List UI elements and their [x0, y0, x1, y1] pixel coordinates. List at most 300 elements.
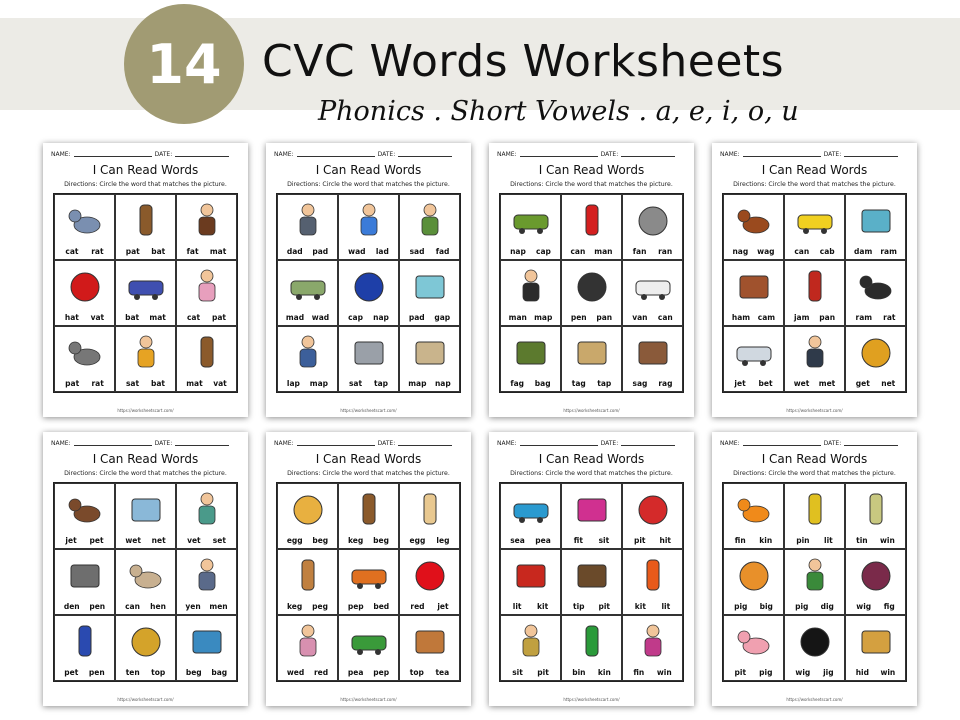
van-icon — [633, 267, 673, 305]
word-option[interactable]: den — [63, 602, 80, 611]
picture-cell — [622, 483, 683, 549]
bag-icon — [511, 333, 551, 371]
word-option[interactable]: tap — [374, 379, 389, 388]
name-label: NAME: — [51, 151, 71, 158]
picture-cell — [54, 615, 115, 681]
word-choices — [789, 536, 840, 545]
picture-word-grid — [276, 482, 461, 682]
word-option[interactable]: beg — [312, 536, 329, 545]
word-choices — [627, 247, 678, 256]
word-option[interactable]: dad — [286, 247, 303, 256]
name-label: NAME: — [274, 440, 294, 447]
word-option[interactable]: can — [794, 247, 810, 256]
word-option[interactable]: yen — [185, 602, 201, 611]
cat-icon — [65, 201, 105, 239]
picture-cell — [399, 260, 460, 326]
word-option[interactable]: cam — [757, 313, 776, 322]
word-option[interactable]: rat — [91, 247, 104, 256]
word-option[interactable]: cab — [819, 247, 835, 256]
word-option[interactable]: van — [632, 313, 648, 322]
word-option[interactable]: sit — [512, 668, 523, 677]
word-option[interactable]: ham — [731, 313, 751, 322]
word-option[interactable]: bag — [211, 668, 228, 677]
word-option[interactable]: wig — [795, 668, 811, 677]
worksheet-directions: Directions: Circle the word that matches the picture. — [733, 470, 896, 477]
fish-icon — [734, 490, 774, 528]
word-option[interactable]: keg — [347, 536, 364, 545]
kit-icon — [511, 556, 551, 594]
man-icon — [187, 201, 227, 239]
word-option[interactable]: fig — [883, 602, 895, 611]
word-option[interactable]: pin — [796, 536, 810, 545]
word-option[interactable]: fin — [633, 668, 645, 677]
word-option[interactable]: lit — [512, 602, 522, 611]
dad-icon — [288, 201, 328, 239]
word-option[interactable]: bag — [534, 379, 551, 388]
word-option[interactable]: net — [881, 379, 896, 388]
picture-word-grid — [722, 193, 907, 393]
word-option[interactable]: sat — [348, 379, 363, 388]
word-option[interactable]: win — [656, 668, 672, 677]
word-option[interactable]: wet — [793, 379, 810, 388]
word-choices — [120, 313, 171, 322]
word-option[interactable]: top — [151, 668, 166, 677]
word-option[interactable]: jet — [437, 602, 449, 611]
word-option[interactable]: fin — [734, 536, 746, 545]
picture-cell — [115, 326, 176, 392]
picture-cell — [723, 260, 784, 326]
date-blank — [175, 151, 229, 157]
word-option[interactable]: keg — [286, 602, 303, 611]
picture-cell — [500, 549, 561, 615]
name-date-line — [51, 151, 240, 158]
word-choices — [627, 536, 678, 545]
word-option[interactable]: fag — [510, 379, 525, 388]
word-choices — [282, 536, 333, 545]
word-option[interactable]: jet — [734, 379, 746, 388]
worksheet-url: https://worksheetscart.com/ — [340, 408, 397, 413]
picture-cell — [54, 194, 115, 260]
word-option[interactable]: cat — [65, 247, 79, 256]
picture-cell — [622, 194, 683, 260]
word-choices — [404, 247, 455, 256]
worksheet-directions: Directions: Circle the word that matches the picture. — [510, 181, 673, 188]
word-option[interactable]: egg — [286, 536, 303, 545]
word-option[interactable]: leg — [436, 536, 450, 545]
picture-cell — [845, 615, 906, 681]
word-choices — [566, 247, 617, 256]
worksheet-card — [712, 143, 917, 417]
word-choices — [566, 602, 617, 611]
cap-icon — [349, 267, 389, 305]
picture-word-grid — [499, 482, 684, 682]
picture-cell — [561, 260, 622, 326]
vet-icon — [187, 490, 227, 528]
word-option[interactable]: peg — [312, 602, 328, 611]
picture-cell — [277, 549, 338, 615]
name-date-line — [720, 151, 909, 158]
word-option[interactable]: hit — [659, 536, 671, 545]
fan-icon — [633, 201, 673, 239]
word-option[interactable]: pet — [89, 536, 104, 545]
date-blank — [398, 440, 452, 446]
word-option[interactable]: pen — [88, 668, 105, 677]
word-option[interactable]: pan — [596, 313, 613, 322]
picture-cell — [622, 549, 683, 615]
map-icon — [410, 333, 450, 371]
picture-cell — [115, 483, 176, 549]
word-option[interactable]: tip — [572, 602, 585, 611]
word-option[interactable]: mat — [209, 247, 227, 256]
picture-word-grid — [53, 193, 238, 393]
word-option[interactable]: win — [879, 536, 895, 545]
date-blank — [621, 440, 675, 446]
word-option[interactable]: pit — [537, 668, 549, 677]
word-option[interactable]: dig — [820, 602, 834, 611]
word-option[interactable]: net — [151, 536, 166, 545]
word-option[interactable]: cat — [186, 313, 201, 322]
picture-cell — [500, 615, 561, 681]
match-icon — [633, 556, 673, 594]
word-choices — [181, 379, 232, 388]
word-choices — [850, 536, 901, 545]
word-option[interactable]: bat — [151, 247, 166, 256]
word-choices — [59, 313, 110, 322]
date-label: DATE: — [377, 440, 396, 447]
pan-icon — [572, 267, 612, 305]
word-option[interactable]: vet — [187, 536, 201, 545]
word-option[interactable]: jet — [65, 536, 77, 545]
wig-icon — [795, 622, 835, 660]
picture-cell — [338, 260, 399, 326]
wet-icon — [126, 490, 166, 528]
word-option[interactable]: map — [408, 379, 427, 388]
word-option[interactable]: wet — [125, 536, 141, 545]
word-choices — [282, 313, 333, 322]
worksheet-directions: Directions: Circle the word that matches the picture. — [64, 470, 227, 477]
picture-cell — [500, 194, 561, 260]
word-option[interactable]: nag — [732, 247, 749, 256]
word-option[interactable]: ram — [880, 247, 897, 256]
word-option[interactable]: pad — [312, 247, 329, 256]
word-choices — [728, 536, 779, 545]
count-badge — [124, 4, 244, 124]
word-choices — [789, 247, 840, 256]
worksheet-card — [489, 432, 694, 706]
picture-cell — [500, 483, 561, 549]
word-option[interactable]: pat — [212, 313, 227, 322]
word-option[interactable]: fit — [573, 536, 583, 545]
word-option[interactable]: pit — [598, 602, 611, 611]
word-choices — [505, 313, 556, 322]
picture-cell — [622, 615, 683, 681]
picture-cell — [845, 549, 906, 615]
worksheet-card — [266, 432, 471, 706]
word-option[interactable]: wad — [311, 313, 330, 322]
leg-icon — [410, 490, 450, 528]
word-option[interactable]: can — [125, 602, 140, 611]
word-choices — [59, 602, 110, 611]
picture-cell — [399, 194, 460, 260]
word-option[interactable]: kit — [537, 602, 549, 611]
worksheet-directions: Directions: Circle the word that matches the picture. — [287, 470, 450, 477]
date-label: DATE: — [600, 440, 619, 447]
hat-icon — [65, 267, 105, 305]
word-option[interactable]: red — [410, 602, 425, 611]
word-option[interactable]: man — [594, 247, 613, 256]
mushroom-icon — [734, 556, 774, 594]
word-choices — [404, 602, 455, 611]
ham-icon — [734, 267, 774, 305]
word-choices — [627, 379, 678, 388]
cab-icon — [795, 201, 835, 239]
date-label: DATE: — [600, 151, 619, 158]
picture-cell — [54, 326, 115, 392]
word-option[interactable]: pat — [65, 379, 80, 388]
word-option[interactable]: vat — [213, 379, 227, 388]
word-option[interactable]: pig — [759, 668, 773, 677]
picture-cell — [784, 326, 845, 392]
word-option[interactable]: pan — [819, 313, 836, 322]
worksheet-url: https://worksheetscart.com/ — [563, 697, 620, 702]
word-option[interactable]: fan — [632, 247, 647, 256]
word-choices — [343, 313, 394, 322]
word-choices — [850, 602, 901, 611]
word-option[interactable]: wig — [856, 602, 872, 611]
net-icon — [856, 333, 896, 371]
word-option[interactable]: lit — [661, 602, 671, 611]
word-choices — [59, 536, 110, 545]
picture-cell — [845, 483, 906, 549]
word-option[interactable]: pea — [347, 668, 364, 677]
word-option[interactable]: lap — [286, 379, 300, 388]
word-option[interactable]: top — [409, 668, 424, 677]
can-icon — [572, 201, 612, 239]
word-option[interactable]: pad — [408, 313, 425, 322]
fig-icon — [856, 556, 896, 594]
word-choices — [627, 313, 678, 322]
word-option[interactable]: sit — [598, 536, 610, 545]
name-date-line — [274, 151, 463, 158]
word-option[interactable]: bat — [151, 379, 166, 388]
word-option[interactable]: rat — [883, 313, 896, 322]
word-option[interactable]: tea — [435, 668, 450, 677]
word-option[interactable]: kin — [759, 536, 773, 545]
date-blank — [844, 151, 898, 157]
picture-cell — [115, 260, 176, 326]
word-option[interactable]: fat — [186, 247, 199, 256]
word-option[interactable]: lad — [375, 247, 389, 256]
name-date-line — [51, 440, 240, 447]
word-option[interactable]: tap — [597, 379, 612, 388]
word-option[interactable]: mat — [149, 313, 166, 322]
word-option[interactable]: bed — [373, 602, 390, 611]
name-blank — [74, 151, 152, 157]
word-choices — [566, 313, 617, 322]
word-option[interactable]: tin — [856, 536, 868, 545]
word-option[interactable]: vat — [90, 313, 105, 322]
picture-cell — [338, 549, 399, 615]
word-option[interactable]: ran — [658, 247, 673, 256]
date-blank — [175, 440, 229, 446]
name-blank — [297, 151, 375, 157]
word-option[interactable]: pit — [633, 536, 646, 545]
word-option[interactable]: sea — [510, 536, 525, 545]
word-choices — [282, 668, 333, 677]
den-icon — [65, 556, 105, 594]
picture-cell — [338, 483, 399, 549]
picture-cell — [338, 615, 399, 681]
word-option[interactable]: fad — [435, 247, 450, 256]
target-icon — [633, 490, 673, 528]
jet-icon — [734, 333, 774, 371]
picture-cell — [54, 260, 115, 326]
word-option[interactable]: nap — [434, 379, 451, 388]
word-option[interactable]: kin — [597, 668, 611, 677]
word-option[interactable]: beg — [373, 536, 389, 545]
worksheet-title: I Can Read Words — [315, 452, 422, 466]
notepad-icon — [410, 267, 450, 305]
word-option[interactable]: map — [534, 313, 553, 322]
word-option[interactable]: ten — [125, 668, 140, 677]
word-choices — [850, 668, 901, 677]
word-option[interactable]: pat — [125, 247, 140, 256]
word-option[interactable]: can — [570, 247, 586, 256]
word-option[interactable]: lit — [824, 536, 833, 545]
worksheet-url: https://worksheetscart.com/ — [786, 408, 843, 413]
word-choices — [505, 668, 556, 677]
date-label: DATE: — [823, 151, 842, 158]
name-blank — [74, 440, 152, 446]
worksheet-title: I Can Read Words — [538, 452, 645, 466]
word-option[interactable]: pep — [347, 602, 364, 611]
word-option[interactable]: red — [313, 668, 329, 677]
word-option[interactable]: bet — [758, 379, 773, 388]
word-choices — [505, 602, 556, 611]
word-option[interactable]: get — [855, 379, 870, 388]
word-choices — [789, 668, 840, 677]
word-option[interactable]: rat — [91, 379, 104, 388]
word-option[interactable]: cap — [536, 247, 551, 256]
worksheet-title: I Can Read Words — [761, 163, 868, 177]
word-option[interactable]: jig — [823, 668, 834, 677]
picture-word-grid — [276, 193, 461, 393]
tap-icon — [349, 333, 389, 371]
word-option[interactable]: pep — [373, 668, 390, 677]
word-option[interactable]: bat — [125, 313, 140, 322]
word-option[interactable]: pit — [734, 668, 747, 677]
picture-cell — [176, 483, 237, 549]
word-choices — [566, 536, 617, 545]
word-choices — [728, 379, 779, 388]
word-option[interactable]: beg — [185, 668, 202, 677]
word-option[interactable]: dam — [854, 247, 873, 256]
word-option[interactable]: pig — [795, 602, 809, 611]
word-option[interactable]: tag — [571, 379, 586, 388]
worksheet-directions: Directions: Circle the word that matches the picture. — [510, 470, 673, 477]
puzzle-icon — [572, 490, 612, 528]
word-option[interactable]: met — [818, 379, 836, 388]
tin-icon — [856, 490, 896, 528]
picture-cell — [622, 326, 683, 392]
box-icon — [856, 622, 896, 660]
word-option[interactable]: man — [508, 313, 527, 322]
word-choices — [343, 668, 394, 677]
word-option[interactable]: wed — [286, 668, 305, 677]
word-option[interactable]: map — [309, 379, 329, 388]
girl-icon — [633, 622, 673, 660]
word-option[interactable]: bin — [572, 668, 586, 677]
worksheet-directions: Directions: Circle the word that matches the picture. — [733, 181, 896, 188]
word-option[interactable]: mat — [186, 379, 203, 388]
sad-boy-icon — [410, 201, 450, 239]
man-icon — [288, 333, 328, 371]
picture-cell — [399, 326, 460, 392]
word-option[interactable]: wag — [757, 247, 775, 256]
word-option[interactable]: sad — [409, 247, 425, 256]
word-option[interactable]: jam — [793, 313, 810, 322]
word-choices — [181, 313, 232, 322]
word-option[interactable]: pen — [89, 602, 106, 611]
word-option[interactable]: egg — [409, 536, 426, 545]
word-option[interactable]: can — [657, 313, 673, 322]
word-choices — [627, 602, 678, 611]
picture-cell — [561, 194, 622, 260]
date-label: DATE: — [377, 151, 396, 158]
picture-cell — [784, 615, 845, 681]
word-option[interactable]: sag — [632, 379, 648, 388]
picture-cell — [176, 326, 237, 392]
word-option[interactable]: set — [212, 536, 226, 545]
word-option[interactable]: wad — [348, 247, 366, 256]
word-option[interactable]: hid — [855, 668, 869, 677]
word-option[interactable]: pig — [734, 602, 748, 611]
worksheet-title: I Can Read Words — [92, 163, 199, 177]
word-option[interactable]: kit — [634, 602, 646, 611]
word-option[interactable]: pet — [64, 668, 79, 677]
picture-cell — [561, 483, 622, 549]
date-label: DATE: — [154, 151, 173, 158]
picture-cell — [176, 194, 237, 260]
worksheet-url: https://worksheetscart.com/ — [117, 697, 174, 702]
word-option[interactable]: pen — [570, 313, 587, 322]
word-option[interactable]: nap — [373, 313, 389, 322]
ten-icon — [126, 622, 166, 660]
word-option[interactable]: ram — [855, 313, 873, 322]
word-option[interactable]: cap — [348, 313, 363, 322]
word-option[interactable]: sat — [125, 379, 140, 388]
word-option[interactable]: gap — [434, 313, 451, 322]
word-option[interactable]: win — [880, 668, 896, 677]
word-option[interactable]: rag — [658, 379, 673, 388]
word-choices — [343, 602, 394, 611]
word-option[interactable]: hen — [150, 602, 166, 611]
word-choices — [120, 602, 171, 611]
word-option[interactable]: big — [759, 602, 773, 611]
word-choices — [789, 313, 840, 322]
picture-cell — [399, 483, 460, 549]
worksheet-directions: Directions: Circle the word that matches the picture. — [287, 181, 450, 188]
worksheet-title: I Can Read Words — [92, 452, 199, 466]
word-option[interactable]: hat — [64, 313, 79, 322]
bed-icon — [349, 556, 389, 594]
word-option[interactable]: pea — [535, 536, 551, 545]
word-option[interactable]: mad — [285, 313, 305, 322]
word-option[interactable]: men — [209, 602, 228, 611]
tag-icon — [572, 333, 612, 371]
word-choices — [404, 313, 455, 322]
word-option[interactable]: nap — [510, 247, 526, 256]
